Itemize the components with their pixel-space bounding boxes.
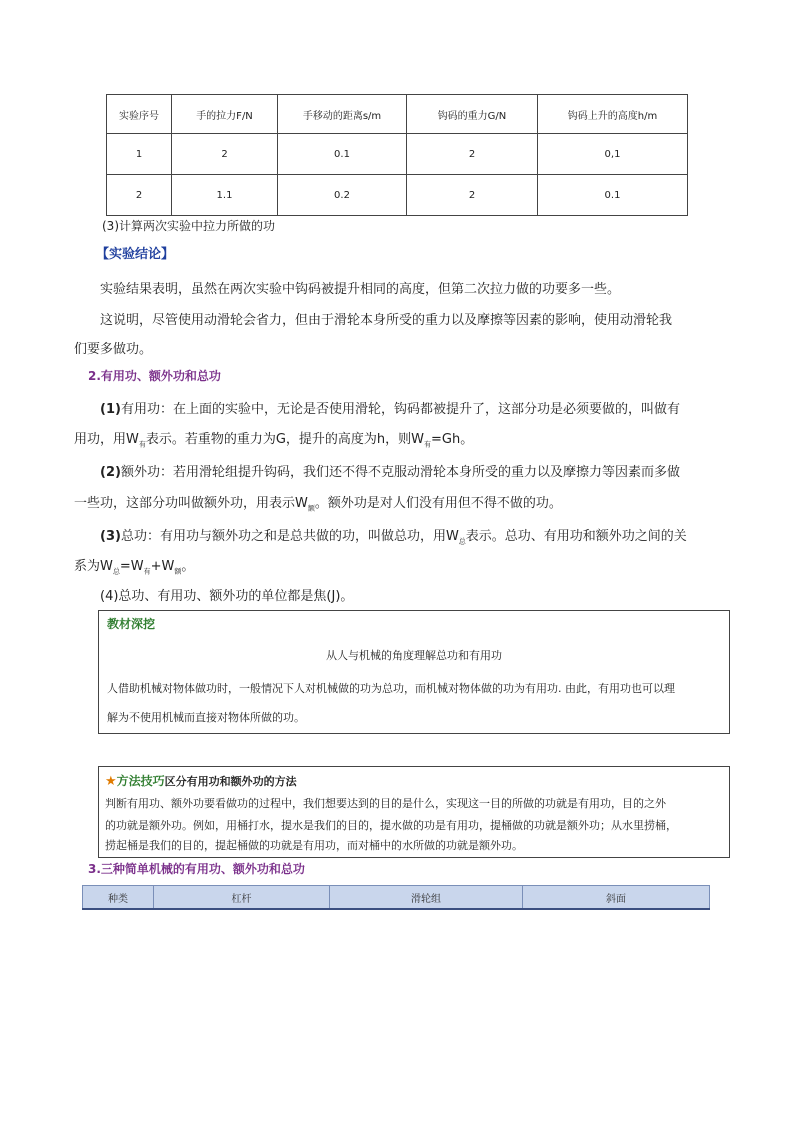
subscript: 额 — [174, 567, 182, 576]
table-cell: 1 — [107, 134, 172, 175]
paragraph-text: 。 — [181, 559, 195, 574]
method-tip-box — [98, 766, 730, 858]
paragraph-number: (3) — [100, 529, 121, 544]
table-header-row — [83, 886, 710, 910]
table-header-cell: 手移动的距离s/m — [278, 95, 407, 134]
conclusion-paragraph-1: 实验结果表明，虽然在两次实验中钩码被提升相同的高度，但第二次拉力做的功要多一些。 — [100, 282, 621, 297]
table-header-cell: 钩码的重力G/N — [407, 95, 538, 134]
star-icon: ★ — [105, 774, 117, 789]
box-title: 教材深挖 — [107, 617, 156, 631]
table-cell: 2 — [407, 134, 538, 175]
table-cell: 0.1 — [538, 175, 688, 216]
tip-header — [105, 770, 297, 789]
subscript: 有 — [424, 440, 432, 449]
paragraph-text: 总功：有用功与额外功之和是总共做的功，叫做总功，用W — [120, 529, 459, 544]
tip-title: 方法技巧 — [116, 774, 165, 788]
conclusion-title: 【实验结论】 — [96, 247, 175, 262]
experiment-table — [106, 94, 688, 216]
paragraph-number: (2) — [100, 465, 121, 480]
paragraph-4: (4)总功、有用功、额外功的单位都是焦(J)。 — [100, 589, 354, 604]
table-header-row — [107, 95, 688, 134]
tip-subtitle: 区分有用功和额外功的方法 — [164, 775, 297, 788]
paragraph-text: +W — [150, 559, 175, 574]
subscript: 总 — [458, 537, 466, 546]
paragraph-text: =W — [119, 559, 144, 574]
table-header-cell: 实验序号 — [107, 95, 172, 134]
table-header-cell: 杠杆 — [154, 886, 330, 910]
paragraph-text: 有用功：在上面的实验中，无论是否使用滑轮，钩码都被提升了，这部分功是必须要做的，叫做有 — [120, 402, 680, 417]
table-cell: 2 — [107, 175, 172, 216]
table-cell: 1.1 — [172, 175, 278, 216]
section-3-title: 3.三种简单机械的有用功、额外功和总功 — [88, 862, 305, 876]
table-cell: 0,1 — [538, 134, 688, 175]
box-heading: 从人与机械的角度理解总功和有用功 — [326, 649, 502, 662]
table-cell: 2 — [172, 134, 278, 175]
paragraph-text: 表示。总功、有用功和额外功之间的关 — [465, 529, 687, 544]
table-header-cell: 钩码上升的高度h/m — [538, 95, 688, 134]
paragraph-3-line-1 — [100, 529, 687, 550]
tip-line-1: 判断有用功、额外功要看做功的过程中，我们想要达到的目的是什么，实现这一目的所做的功就是有用功，目的之外 — [105, 797, 666, 810]
tip-line-2: 的功就是额外功。例如，用桶打水，提水是我们的目的，提水做的功是有用功，提桶做的功就是额外功；从水里捞桶， — [105, 819, 677, 832]
tip-line-3: 捞起桶是我们的目的，提起桶做的功就是有用功，而对桶中的水所做的功就是额外功。 — [105, 839, 523, 852]
table-cell: 0.1 — [278, 134, 407, 175]
table-cell: 2 — [407, 175, 538, 216]
paragraph-text: 系为W — [74, 559, 113, 574]
conclusion-paragraph-2-line-1: 这说明，尽管使用动滑轮会省力，但由于滑轮本身所受的重力以及摩擦等因素的影响，使用动滑轮我 — [100, 313, 673, 328]
step3-text: (3)计算两次实验中拉力所做的功 — [102, 219, 275, 233]
paragraph-2-line-2 — [74, 496, 562, 517]
subscript: 有 — [138, 440, 146, 449]
paragraph-text: 。额外功是对人们没有用但不得不做的功。 — [314, 496, 562, 511]
paragraph-3-line-2 — [74, 559, 194, 580]
subscript: 额 — [307, 504, 315, 513]
box-line-1: 人借助机械对物体做功时，一般情况下人对机械做的功为总功，而机械对物体做的功为有用功. 由此，有用功也可以理 — [107, 682, 675, 695]
table-header-cell: 斜面 — [523, 886, 710, 910]
conclusion-paragraph-2-line-2: 们要多做功。 — [74, 342, 153, 357]
table-header-cell: 手的拉力F/N — [172, 95, 278, 134]
paragraph-text: 用功，用W — [74, 432, 139, 447]
subscript: 有 — [143, 567, 151, 576]
paragraph-text: 一些功，这部分功叫做额外功，用表示W — [74, 496, 308, 511]
table-row — [107, 134, 688, 175]
box-line-2: 解为不使用机械而直接对物体所做的功。 — [107, 711, 305, 724]
paragraph-number: (1) — [100, 402, 121, 417]
paragraph-text: 表示。若重物的重力为G，提升的高度为h，则W — [145, 432, 425, 447]
machine-kind-table — [82, 885, 710, 910]
paragraph-text: 额外功：若用滑轮组提升钩码，我们还不得不克服动滑轮本身所受的重力以及摩擦力等因素而多做 — [120, 465, 680, 480]
paragraph-2-line-1 — [100, 465, 680, 481]
table-header-cell: 滑轮组 — [330, 886, 523, 910]
table-header-cell: 种类 — [83, 886, 154, 910]
paragraph-1-line-1 — [100, 402, 680, 418]
section-2-title: 2.有用功、额外功和总功 — [88, 369, 221, 383]
paragraph-1-line-2 — [74, 432, 473, 453]
table-cell: 0.2 — [278, 175, 407, 216]
table-row — [107, 175, 688, 216]
subscript: 总 — [112, 567, 120, 576]
textbook-insight-box — [98, 610, 730, 734]
paragraph-text: =Gh。 — [431, 432, 474, 447]
